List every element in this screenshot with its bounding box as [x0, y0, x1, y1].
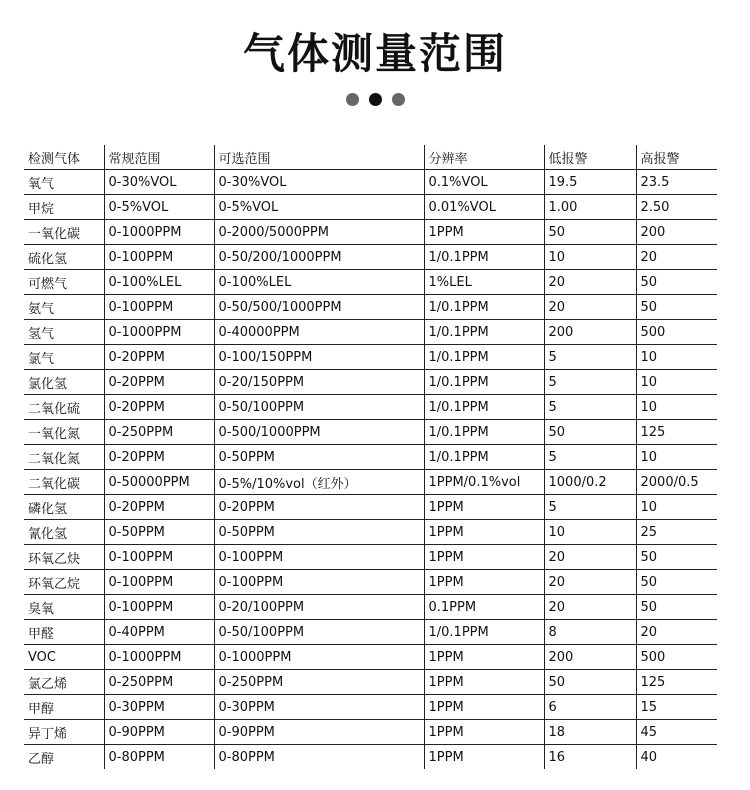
gas-name-cell: 甲烷 — [24, 195, 104, 220]
high-alarm-cell: 50 — [636, 595, 717, 620]
optional-range-cell: 0-50/100PPM — [214, 395, 424, 420]
resolution-cell: 1%LEL — [424, 270, 544, 295]
gas-name-cell: 氨气 — [24, 295, 104, 320]
table-row — [24, 220, 717, 245]
optional-range-cell: 0-30%VOL — [214, 170, 424, 195]
page-title: 气体测量范围 — [242, 29, 507, 78]
gas-name-cell: 环氧乙烷 — [24, 570, 104, 595]
high-alarm-cell: 200 — [636, 220, 717, 245]
low-alarm-cell: 20 — [544, 270, 636, 295]
table-body — [24, 170, 717, 770]
high-alarm-cell: 20 — [636, 620, 717, 645]
standard-range-cell: 0-100PPM — [104, 245, 214, 270]
high-alarm-cell: 50 — [636, 545, 717, 570]
resolution-cell: 0.1PPM — [424, 595, 544, 620]
low-alarm-cell: 1000/0.2 — [544, 470, 636, 495]
low-alarm-cell: 20 — [544, 595, 636, 620]
high-alarm-cell: 10 — [636, 495, 717, 520]
optional-range-cell: 0-100PPM — [214, 570, 424, 595]
low-alarm-cell: 200 — [544, 645, 636, 670]
optional-range-cell: 0-50/500/1000PPM — [214, 295, 424, 320]
standard-range-cell: 0-1000PPM — [104, 220, 214, 245]
gas-name-cell: 臭氧 — [24, 595, 104, 620]
table-row — [24, 695, 717, 720]
resolution-cell: 1/0.1PPM — [424, 245, 544, 270]
standard-range-cell: 0-250PPM — [104, 420, 214, 445]
low-alarm-cell: 20 — [544, 295, 636, 320]
table-row — [24, 470, 717, 495]
high-alarm-cell: 10 — [636, 345, 717, 370]
resolution-cell: 1/0.1PPM — [424, 445, 544, 470]
gas-name-cell: 可燃气 — [24, 270, 104, 295]
high-alarm-cell: 2.50 — [636, 195, 717, 220]
table-row — [24, 720, 717, 745]
resolution-cell: 1PPM — [424, 745, 544, 770]
resolution-cell: 1/0.1PPM — [424, 620, 544, 645]
high-alarm-cell: 40 — [640, 749, 658, 765]
low-alarm-cell: 10 — [544, 520, 636, 545]
table-row — [24, 645, 717, 670]
header-gas: 检测气体 — [24, 145, 104, 170]
resolution-cell: 1PPM — [424, 220, 544, 245]
standard-range-cell: 0-5%VOL — [104, 195, 214, 220]
table-row — [24, 595, 717, 620]
optional-range-cell: 0-20/100PPM — [214, 595, 424, 620]
table-row — [24, 620, 717, 645]
standard-range-cell: 0-1000PPM — [104, 320, 214, 345]
low-alarm-cell: 20 — [544, 545, 636, 570]
low-alarm-cell: 1.00 — [544, 195, 636, 220]
optional-range-cell: 0-1000PPM — [214, 645, 424, 670]
optional-range-cell: 0-80PPM — [214, 745, 424, 770]
table-row — [24, 420, 717, 445]
resolution-cell: 1/0.1PPM — [424, 395, 544, 420]
high-alarm-cell: 15 — [636, 695, 717, 720]
dot-indicator — [346, 93, 359, 106]
optional-range-cell: 0-40000PPM — [214, 320, 424, 345]
gas-name-cell: 乙醇 — [24, 745, 104, 770]
gas-name-cell: 氯乙烯 — [24, 670, 104, 695]
high-alarm-cell: 23.5 — [636, 170, 717, 195]
gas-name-cell: 环氧乙炔 — [24, 545, 104, 570]
high-alarm-cell: 25 — [636, 520, 717, 545]
low-alarm-cell: 8 — [544, 620, 636, 645]
gas-name-cell: 磷化氢 — [24, 495, 104, 520]
gas-name-cell: 甲醇 — [24, 695, 104, 720]
low-alarm-cell: 5 — [544, 395, 636, 420]
resolution-cell: 1PPM — [424, 670, 544, 695]
high-alarm-cell: 125 — [636, 670, 717, 695]
table-row — [24, 445, 717, 470]
optional-range-cell: 0-5%/10%vol（红外） — [214, 470, 424, 495]
low-alarm-cell: 10 — [544, 245, 636, 270]
high-alarm-cell: 10 — [636, 370, 717, 395]
optional-range-cell: 0-2000/5000PPM — [214, 220, 424, 245]
high-alarm-cell: 50 — [636, 570, 717, 595]
standard-range-cell: 0-100PPM — [104, 295, 214, 320]
table-row — [24, 270, 717, 295]
optional-range-cell: 0-90PPM — [214, 720, 424, 745]
header-optional-range: 可选范围 — [214, 145, 424, 170]
optional-range-cell: 0-50/200/1000PPM — [214, 245, 424, 270]
standard-range-cell: 0-20PPM — [104, 395, 214, 420]
gas-name-cell: 氯化氢 — [24, 370, 104, 395]
optional-range-cell: 0-30PPM — [214, 695, 424, 720]
high-alarm-cell: 500 — [636, 320, 717, 345]
table-row — [24, 520, 717, 545]
standard-range-cell: 0-20PPM — [104, 445, 214, 470]
table-row — [24, 495, 717, 520]
table-row — [24, 170, 717, 195]
resolution-cell: 1PPM — [424, 645, 544, 670]
standard-range-cell: 0-1000PPM — [104, 645, 214, 670]
resolution-cell: 1PPM — [424, 545, 544, 570]
standard-range-cell: 0-250PPM — [104, 670, 214, 695]
pagination-dots — [0, 93, 750, 107]
table-row — [24, 320, 717, 345]
table-row — [24, 670, 717, 695]
standard-range-cell: 0-90PPM — [104, 720, 214, 745]
resolution-cell: 1PPM/0.1%vol — [424, 470, 544, 495]
optional-range-cell: 0-20PPM — [214, 495, 424, 520]
gas-name-cell: 氢气 — [24, 320, 104, 345]
low-alarm-cell: 50 — [544, 220, 636, 245]
high-alarm-cell: 125 — [636, 420, 717, 445]
high-alarm-cell: 45 — [636, 720, 717, 745]
standard-range-cell: 0-20PPM — [104, 495, 214, 520]
table-header-row — [24, 145, 717, 170]
gas-name-cell: 二氧化氮 — [24, 445, 104, 470]
table-row — [24, 245, 717, 270]
gas-name-cell: 二氧化硫 — [24, 395, 104, 420]
standard-range-cell: 0-100PPM — [104, 545, 214, 570]
low-alarm-cell: 5 — [544, 370, 636, 395]
gas-name-cell: VOC — [24, 645, 104, 670]
optional-range-cell: 0-20/150PPM — [214, 370, 424, 395]
high-alarm-cell: 50 — [636, 270, 717, 295]
low-alarm-cell: 200 — [544, 320, 636, 345]
standard-range-cell: 0-100PPM — [104, 595, 214, 620]
resolution-cell: 1/0.1PPM — [424, 420, 544, 445]
gas-name-cell: 氯气 — [24, 345, 104, 370]
standard-range-cell: 0-30PPM — [104, 695, 214, 720]
resolution-cell: 1PPM — [424, 720, 544, 745]
gas-name-cell: 氧气 — [24, 170, 104, 195]
dot-indicator — [392, 93, 405, 106]
optional-range-cell: 0-50PPM — [214, 445, 424, 470]
standard-range-cell: 0-50PPM — [104, 520, 214, 545]
high-alarm-cell: 500 — [636, 645, 717, 670]
table-row — [24, 295, 717, 320]
standard-range-cell: 0-20PPM — [104, 345, 214, 370]
low-alarm-cell: 5 — [544, 345, 636, 370]
low-alarm-cell: 5 — [544, 445, 636, 470]
header-resolution: 分辨率 — [424, 145, 544, 170]
table-row — [24, 345, 717, 370]
gas-name-cell: 异丁烯 — [24, 720, 104, 745]
high-alarm-cell: 2000/0.5 — [636, 470, 717, 495]
standard-range-cell: 0-20PPM — [104, 370, 214, 395]
resolution-cell: 0.01%VOL — [424, 195, 544, 220]
gas-name-cell: 一氧化氮 — [24, 420, 104, 445]
standard-range-cell: 0-50000PPM — [104, 470, 214, 495]
optional-range-cell: 0-100/150PPM — [214, 345, 424, 370]
low-alarm-cell: 50 — [544, 670, 636, 695]
gas-name-cell: 甲醛 — [24, 620, 104, 645]
low-alarm-cell: 19.5 — [544, 170, 636, 195]
optional-range-cell: 0-50/100PPM — [214, 620, 424, 645]
optional-range-cell: 0-100PPM — [214, 545, 424, 570]
standard-range-cell: 0-30%VOL — [104, 170, 214, 195]
low-alarm-cell: 6 — [544, 695, 636, 720]
header-high-alarm: 高报警 — [636, 145, 717, 170]
resolution-cell: 1/0.1PPM — [424, 370, 544, 395]
standard-range-cell: 0-80PPM — [104, 745, 214, 770]
resolution-cell: 1PPM — [424, 495, 544, 520]
standard-range-cell: 0-100PPM — [104, 570, 214, 595]
gas-name-cell: 一氧化碳 — [24, 220, 104, 245]
high-alarm-cell: 50 — [636, 295, 717, 320]
optional-range-cell: 0-100%LEL — [214, 270, 424, 295]
low-alarm-cell: 18 — [544, 720, 636, 745]
dot-indicator-active — [369, 93, 382, 106]
resolution-cell: 1/0.1PPM — [424, 320, 544, 345]
low-alarm-cell: 16 — [544, 745, 636, 770]
gas-name-cell: 硫化氢 — [24, 245, 104, 270]
optional-range-cell: 0-5%VOL — [214, 195, 424, 220]
high-alarm-cell: 10 — [636, 445, 717, 470]
optional-range-cell: 0-500/1000PPM — [214, 420, 424, 445]
resolution-cell: 0.1%VOL — [424, 170, 544, 195]
table-row — [24, 395, 717, 420]
header-low-alarm: 低报警 — [544, 145, 636, 170]
standard-range-cell: 0-40PPM — [104, 620, 214, 645]
table-row — [24, 545, 717, 570]
table-row — [24, 370, 717, 395]
optional-range-cell: 0-50PPM — [214, 520, 424, 545]
low-alarm-cell: 5 — [544, 495, 636, 520]
low-alarm-cell: 20 — [544, 570, 636, 595]
gas-name-cell: 二氧化碳 — [24, 470, 104, 495]
resolution-cell: 1/0.1PPM — [424, 295, 544, 320]
resolution-cell: 1PPM — [424, 695, 544, 720]
resolution-cell: 1PPM — [424, 520, 544, 545]
standard-range-cell: 0-100%LEL — [104, 270, 214, 295]
low-alarm-cell: 50 — [544, 420, 636, 445]
gas-range-table — [24, 145, 717, 769]
header-standard-range: 常规范围 — [104, 145, 214, 170]
high-alarm-cell: 10 — [636, 395, 717, 420]
resolution-cell: 1/0.1PPM — [424, 345, 544, 370]
table-row — [24, 745, 717, 770]
high-alarm-cell: 20 — [636, 245, 717, 270]
optional-range-cell: 0-250PPM — [214, 670, 424, 695]
table-row — [24, 195, 717, 220]
gas-name-cell: 氰化氢 — [24, 520, 104, 545]
table-row — [24, 570, 717, 595]
resolution-cell: 1PPM — [424, 570, 544, 595]
